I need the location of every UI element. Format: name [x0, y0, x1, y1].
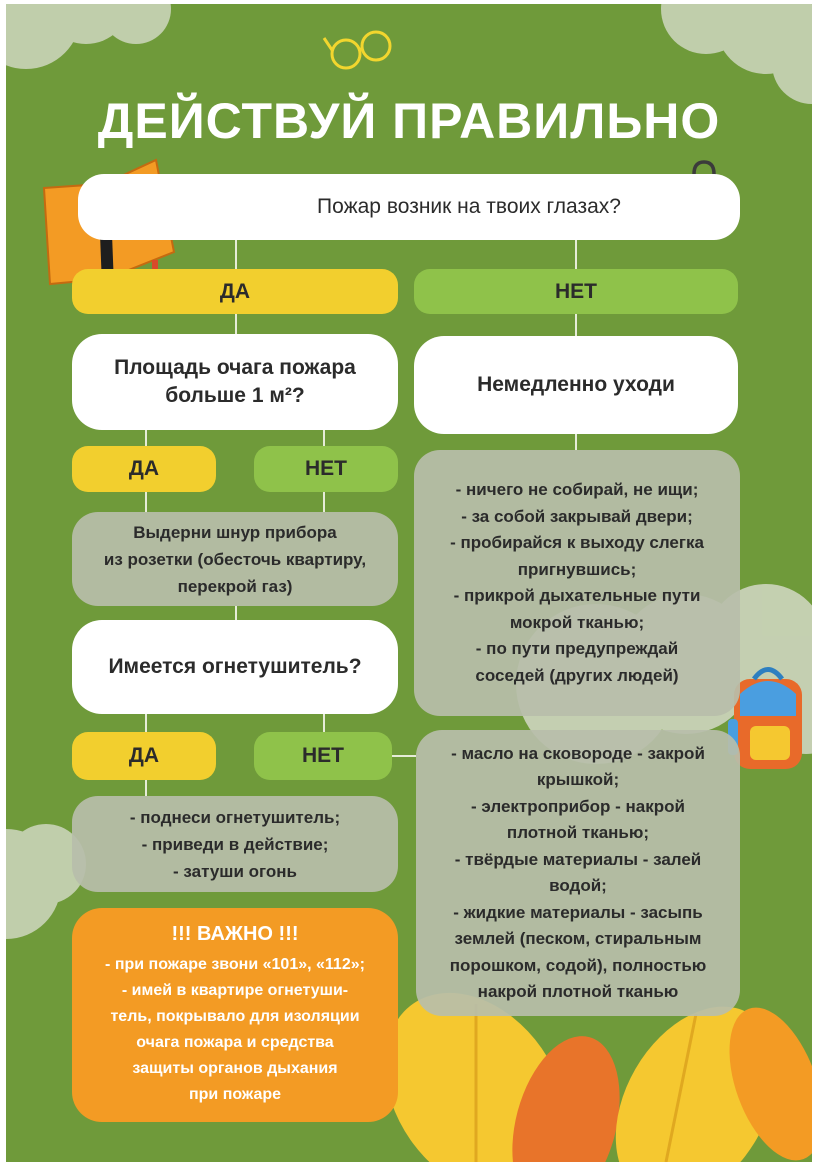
area-no-box — [254, 446, 398, 492]
no-extinguisher-line: землей (песком, стиральным — [454, 929, 702, 948]
leave-step-line: пригнувшись; — [517, 559, 637, 579]
no-extinguisher-line: - масло на сковороде - закрой — [451, 743, 705, 763]
question-area-box — [72, 334, 398, 430]
poster — [6, 4, 812, 1162]
unplug-line: Выдерни шнур прибора — [133, 522, 337, 542]
question-fire-box — [78, 174, 740, 240]
question-extinguisher-box — [72, 620, 398, 714]
unplug-line: из розетки (обесточь квартиру, — [103, 549, 367, 569]
extinguisher-step-line: - приведи в действие; — [141, 834, 329, 854]
area-yes-label: ДА — [128, 457, 160, 480]
no-extinguisher-line: крышкой; — [536, 770, 620, 789]
leave-now-text: Немедленно уходи — [477, 373, 675, 396]
leave-step-line: - за собой закрывай двери; — [461, 506, 693, 526]
extinguisher-step-line: - поднеси огнетушитель; — [129, 807, 341, 827]
leave-step-line: соседей (других людей) — [475, 665, 679, 685]
leave-step-line: - пробирайся к выходу слегка — [450, 533, 704, 552]
extinguisher-yes-box — [72, 732, 216, 780]
question-extinguisher-text: Имеется огнетушитель? — [108, 655, 362, 678]
question-area-text: Площадь очага пожара больше 1 м²? — [114, 356, 356, 407]
no-extinguisher-line: - жидкие материалы - засыпь — [453, 902, 703, 922]
answer-yes-box — [72, 269, 398, 314]
leave-step-line: мокрой тканью; — [509, 612, 645, 632]
cloud-top-right — [661, 4, 812, 104]
leave-now-box — [414, 336, 738, 434]
warning-line: очага пожара и средства — [136, 1033, 334, 1051]
no-extinguisher-line: - твёрдые материалы - залей — [454, 849, 702, 869]
answer-no-label: НЕТ — [555, 279, 597, 303]
page-title: ДЕЙСТВУЙ ПРАВИЛЬНО — [97, 93, 721, 149]
warning-line: тель, покрывало для изоляции — [110, 1007, 360, 1025]
cloud-top-left — [6, 4, 171, 69]
warning-box — [72, 908, 398, 1122]
no-extinguisher-steps-box — [416, 730, 740, 1016]
no-extinguisher-line: порошком, содой), полностью — [449, 955, 707, 975]
area-yes-box — [72, 446, 216, 492]
area-no-label: НЕТ — [305, 457, 347, 480]
warning-line: - при пожаре звони «101», «112»; — [105, 955, 365, 973]
extinguisher-steps-box — [72, 796, 398, 892]
warning-line: защиты органов дыхания — [132, 1059, 338, 1077]
leave-step-line: - ничего не собирай, не ищи; — [455, 480, 699, 499]
no-extinguisher-line: водой; — [549, 876, 607, 895]
no-extinguisher-line: плотной тканью; — [506, 823, 650, 842]
leave-steps-box — [414, 450, 740, 716]
glasses-icon — [324, 32, 390, 68]
answer-yes-label: ДА — [219, 279, 251, 303]
warning-line: при пожаре — [188, 1085, 282, 1103]
extinguisher-no-label: НЕТ — [302, 744, 344, 767]
extinguisher-no-box — [254, 732, 392, 780]
extinguisher-yes-label: ДА — [128, 744, 160, 767]
no-extinguisher-line: - электроприбор - накрой — [471, 796, 685, 816]
leave-step-line: - по пути предупреждай — [475, 639, 679, 658]
unplug-box — [72, 512, 398, 606]
no-extinguisher-line: накрой плотной тканью — [477, 982, 679, 1001]
leave-step-line: - прикрой дыхательные пути — [453, 586, 701, 605]
warning-line: - имей в квартире огнетуши- — [121, 981, 349, 999]
warning-title: !!! ВАЖНО !!! — [171, 922, 299, 945]
question-fire-text: Пожар возник на твоих глазах? — [317, 195, 621, 218]
extinguisher-step-line: - затуши огонь — [173, 861, 297, 881]
unplug-line: перекрой газ) — [177, 576, 293, 596]
answer-no-box — [414, 269, 738, 314]
